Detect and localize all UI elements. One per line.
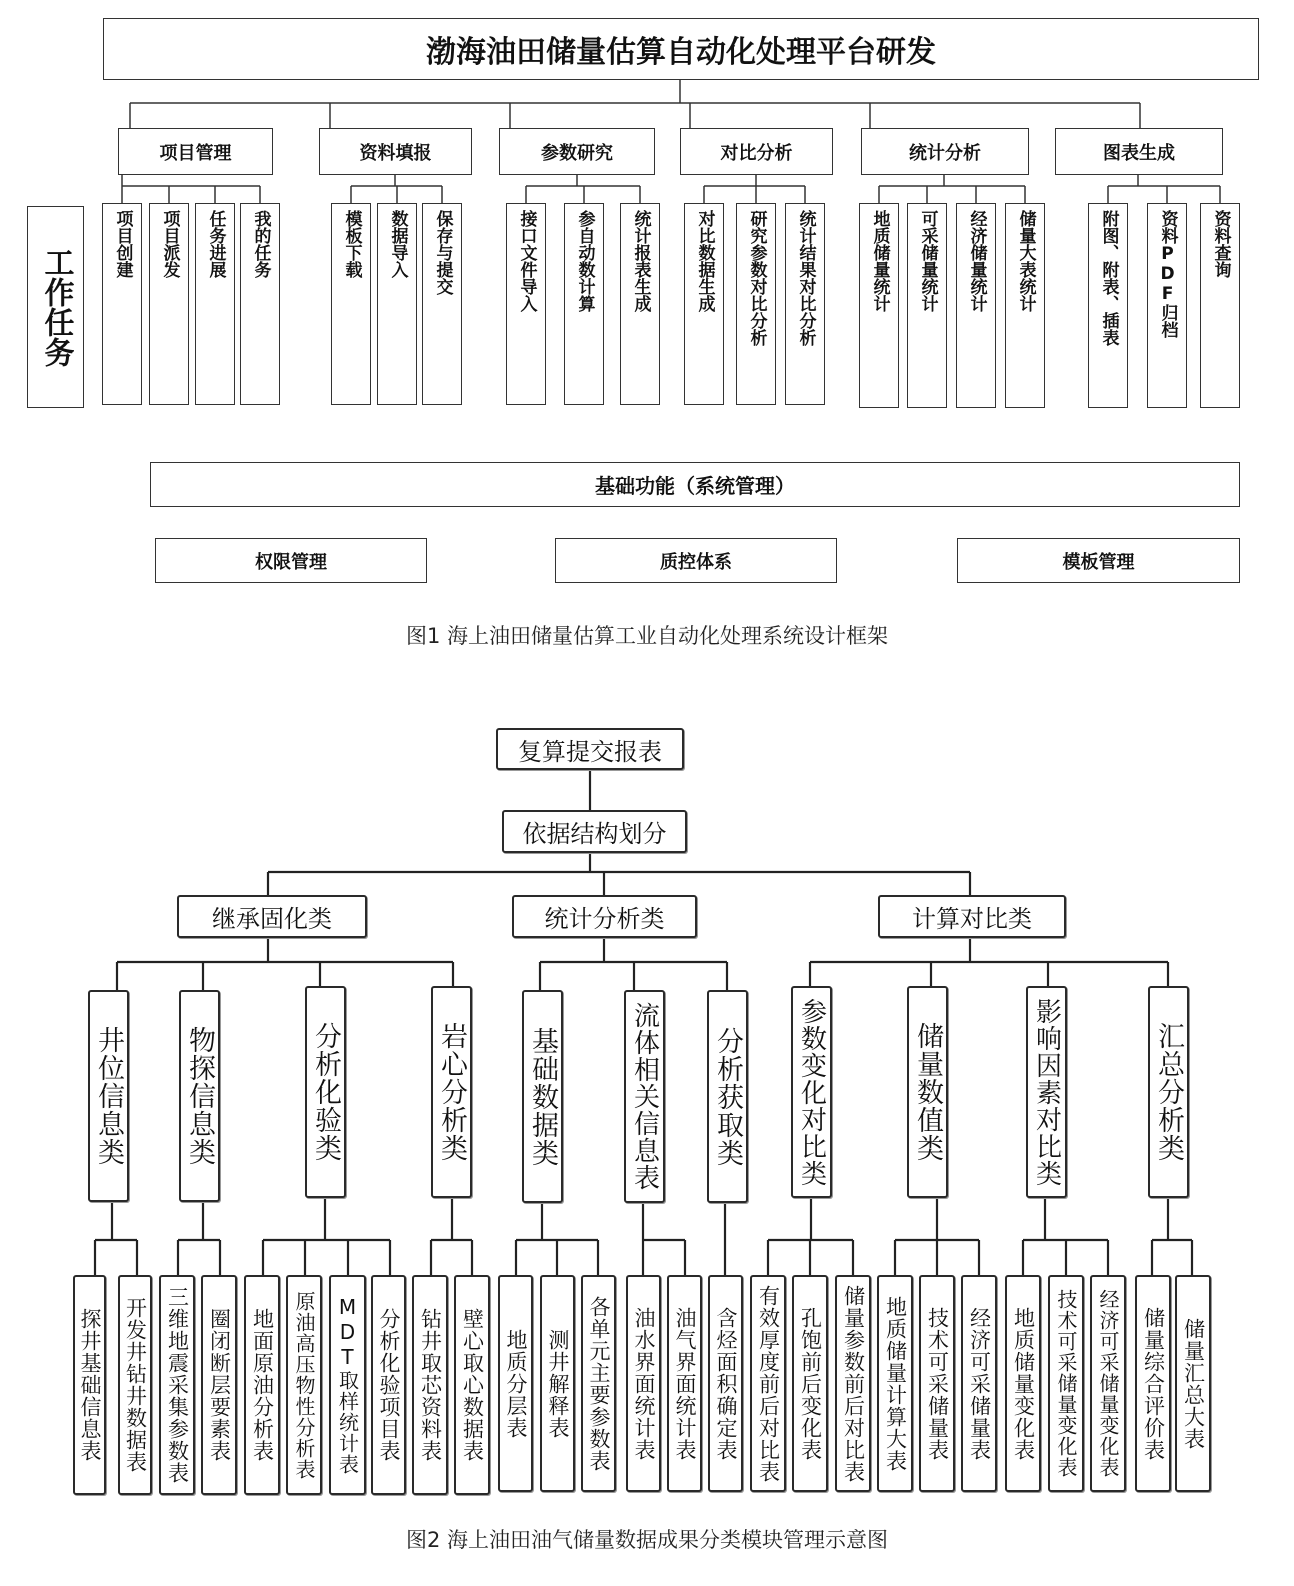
base-function-bar: 基础功能（系统管理）: [150, 462, 1240, 507]
table-box: 含烃面积确定表: [708, 1275, 743, 1492]
table-box: 圈闭断层要素表: [201, 1275, 237, 1495]
table-box: 技术可采储量变化表: [1048, 1275, 1084, 1492]
table-box: 技术可采储量表: [919, 1275, 955, 1492]
task-box: 资料查询: [1200, 203, 1240, 408]
table-box: 钻井取芯资料表: [412, 1275, 448, 1495]
task-box: 储量大表统计: [1005, 203, 1045, 408]
table-box: MDT取样统计表: [329, 1275, 366, 1495]
task-box: 任务进展: [195, 203, 235, 405]
group-statistical: 统计分析类: [512, 895, 697, 938]
module-data-reporting: 资料填报: [319, 128, 472, 175]
task-box: 参自动数计算: [564, 203, 604, 405]
table-box: 原油高压物性分析表: [286, 1275, 322, 1495]
table-box: 经济可采储量表: [961, 1275, 997, 1492]
task-box: 项目创建: [102, 203, 142, 405]
task-box: 附图、附表、插表: [1088, 203, 1128, 408]
module-statistical-analysis: 统计分析: [861, 128, 1029, 175]
table-box: 储量汇总大表: [1175, 1275, 1211, 1492]
task-box: 可采储量统计: [907, 203, 947, 408]
figure2-caption: 图2 海上油田油气储量数据成果分类模块管理示意图: [405, 1528, 889, 1552]
category-box: 岩心分析类: [431, 986, 472, 1198]
work-tasks-label: 工作任务: [27, 206, 84, 408]
task-box: 地质储量统计: [859, 203, 899, 408]
module-parameter-research: 参数研究: [499, 128, 655, 175]
table-box: 地质分层表: [498, 1275, 533, 1492]
table-box: 有效厚度前后对比表: [750, 1275, 786, 1492]
category-box: 储量数值类: [907, 986, 948, 1198]
category-box: 流体相关信息表: [624, 990, 665, 1203]
figure1-caption: 图1 海上油田储量估算工业自动化处理系统设计框架: [405, 624, 889, 648]
module-project-management: 项目管理: [118, 128, 273, 175]
platform-title: 渤海油田储量估算自动化处理平台研发: [103, 18, 1259, 80]
category-box: 分析获取类: [707, 990, 748, 1203]
task-box: 项目派发: [149, 203, 189, 405]
table-box: 壁心取心数据表: [454, 1275, 490, 1495]
table-box: 各单元主要参数表: [581, 1275, 616, 1492]
task-box: 接口文件导入: [506, 203, 546, 405]
group-inherited: 继承固化类: [177, 895, 367, 938]
category-box: 物探信息类: [179, 990, 220, 1202]
task-box: 我的任务: [240, 203, 280, 405]
table-box: 探井基础信息表: [73, 1275, 106, 1495]
category-box: 分析化验类: [305, 986, 346, 1198]
table-box: 储量参数前后对比表: [835, 1275, 871, 1492]
table-box: 分析化验项目表: [371, 1275, 406, 1495]
table-box: 地面原油分析表: [244, 1275, 280, 1495]
root-node: 复算提交报表: [496, 728, 684, 770]
task-box: 数据导入: [377, 203, 417, 405]
base-item-template: 模板管理: [957, 538, 1240, 583]
table-box: 地质储量变化表: [1005, 1275, 1041, 1492]
category-box: 井位信息类: [88, 990, 129, 1202]
task-box: 模板下载: [331, 203, 371, 405]
group-calculation: 计算对比类: [878, 895, 1066, 938]
task-box: 保存与提交: [422, 203, 462, 405]
table-box: 储量综合评价表: [1135, 1275, 1171, 1492]
task-box: 经济储量统计: [956, 203, 996, 408]
category-box: 基础数据类: [522, 990, 563, 1203]
category-box: 汇总分析类: [1148, 986, 1189, 1198]
category-box: 影响因素对比类: [1026, 986, 1067, 1198]
module-comparison-analysis: 对比分析: [680, 128, 833, 175]
category-box: 参数变化对比类: [791, 986, 832, 1198]
table-box: 开发井钻井数据表: [118, 1275, 152, 1495]
table-box: 地质储量计算大表: [877, 1275, 913, 1492]
task-box: 资料PDF归档: [1147, 203, 1187, 408]
table-box: 三维地震采集参数表: [159, 1275, 195, 1495]
table-box: 经济可采储量变化表: [1090, 1275, 1126, 1492]
structure-division-node: 依据结构划分: [502, 810, 687, 853]
task-box: 研究参数对比分析: [736, 203, 776, 405]
base-item-permission: 权限管理: [155, 538, 427, 583]
table-box: 油水界面统计表: [626, 1275, 661, 1492]
table-box: 油气界面统计表: [667, 1275, 702, 1492]
table-box: 孔饱前后变化表: [792, 1275, 828, 1492]
task-box: 统计报表生成: [620, 203, 660, 405]
module-chart-generation: 图表生成: [1055, 128, 1223, 175]
base-item-quality-control: 质控体系: [555, 538, 837, 583]
task-box: 统计结果对比分析: [785, 203, 825, 405]
table-box: 测井解释表: [540, 1275, 575, 1492]
task-box: 对比数据生成: [684, 203, 724, 405]
